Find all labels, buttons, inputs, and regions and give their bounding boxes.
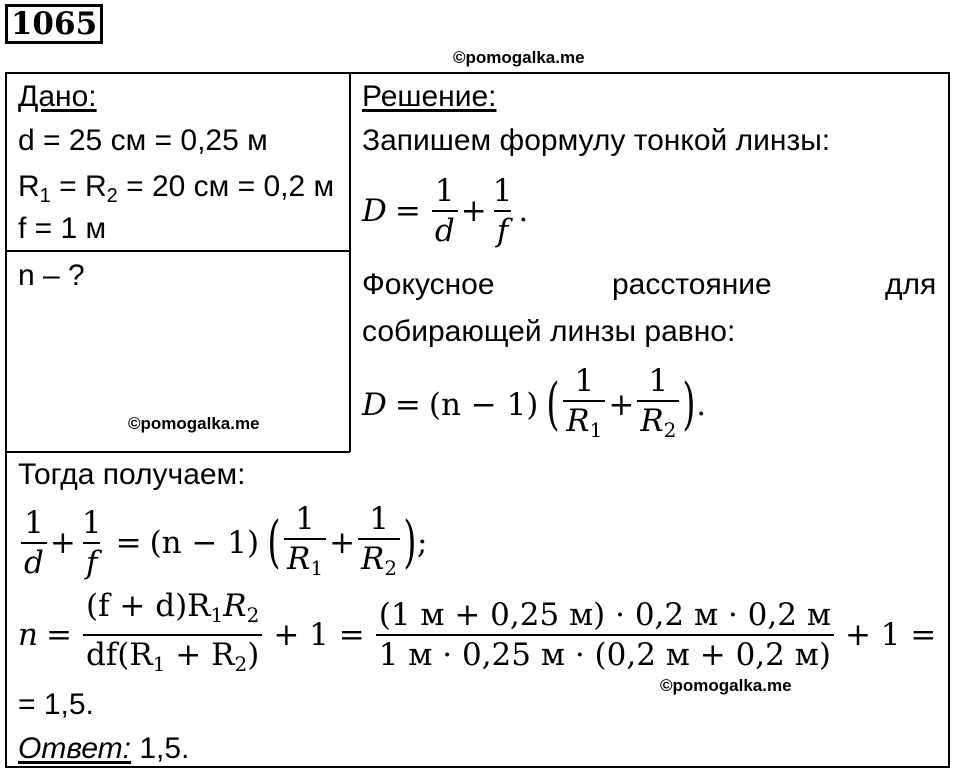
combined-equation: $\frac{1}{d}$ + $\frac{1}{f}$ = (n − 1) ( $\frac{1}{R_1}$ + $\frac{1}{R_2}$ ) ; — [18, 500, 427, 586]
solution-heading: Решение: — [362, 80, 497, 113]
focal-word-3: для — [885, 268, 937, 301]
problem-number: 1065 — [5, 4, 103, 44]
focal-word-1: Фокусное — [362, 268, 495, 301]
given-f: f = 1 м — [18, 212, 107, 245]
answer-line — [18, 732, 189, 766]
answer-label: Ответ: — [18, 732, 131, 765]
column-divider — [349, 72, 351, 452]
lensmaker-formula: D = (n − 1) ( $\frac{1}{R_1}$ + $\frac{1}{R_2}$ ) . — [362, 362, 706, 448]
then-we-get: Тогда получаем: — [18, 458, 246, 491]
focal-line-2: собирающей линзы равно: — [362, 315, 736, 348]
given-heading: Дано: — [18, 80, 97, 113]
frac-1-f: $\frac{1}{f}$ — [492, 173, 513, 249]
focal-word-2: расстояние — [612, 268, 772, 301]
answer-value: 1,5. — [131, 732, 190, 765]
given-find-divider — [5, 250, 350, 252]
lens-formula: D = $\frac{1}{d}$ + $\frac{1}{f}$ . — [362, 173, 529, 249]
result-line: = 1,5. — [18, 688, 94, 721]
n-equation: n = $\frac{(f + d)R_1R_2}{df(R_1 + R_2)}$ + 1 = $\frac{(1 м + 0,25 м) \cdot 0,2 м \cdot 0,2 м}{1 м \cdot 0,25 м \cdot (0,2 м + 0,2 м)}$ + 1 = — [18, 592, 936, 678]
find-n: n – ? — [18, 259, 85, 292]
table-bottom-divider — [5, 451, 350, 453]
frac-1-d: $\frac{1}{d}$ — [432, 174, 458, 248]
watermark-middle: ©pomogalka.me — [128, 414, 260, 433]
watermark-bottom: ©pomogalka.me — [660, 676, 792, 695]
given-d: d = 25 см = 0,25 м — [18, 124, 268, 157]
given-r: $R_1 = R_2 = 20$ см = 0,2 м — [18, 170, 335, 207]
solution-intro: Запишем формулу тонкой линзы: — [362, 124, 831, 157]
watermark-top: ©pomogalka.me — [453, 48, 585, 67]
